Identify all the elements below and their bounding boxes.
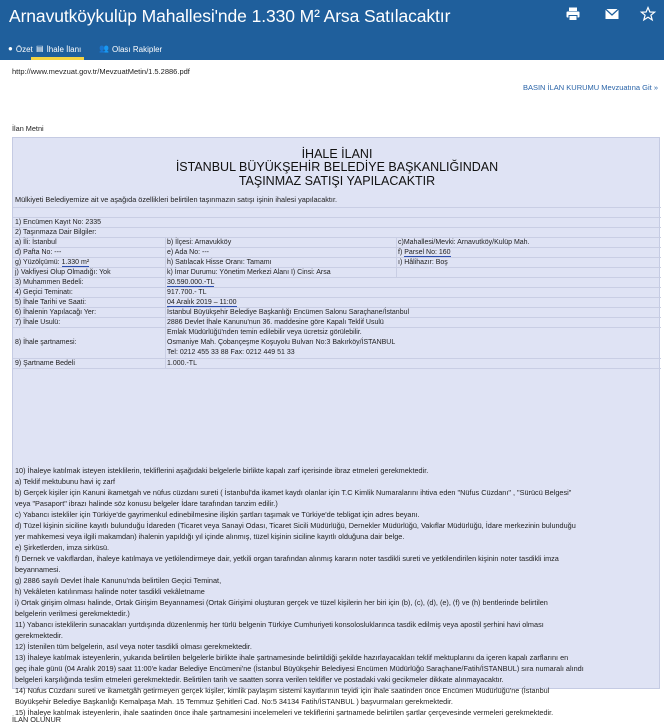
users-icon: 👥 bbox=[99, 44, 109, 53]
closing-text: İLAN OLUNUR bbox=[12, 715, 62, 724]
table-row: a) İli: İstanbul b) İlçesi: Arnavukköy c)Mahallesi/Mevki: Arnavutköy/Kulüp Mah. bbox=[13, 237, 661, 247]
table-row: d) Pafta No: --- e) Ada No: --- f) Parsel No: 160 bbox=[13, 247, 661, 257]
table-row: 4) Geçici Teminatı: 917.700.- TL bbox=[13, 287, 661, 297]
announcement-document bbox=[12, 137, 660, 717]
basin-ilan-link[interactable]: BASIN İLAN KURUMU Mevzuatına Git » bbox=[522, 83, 658, 92]
tab-ozet[interactable] bbox=[8, 38, 33, 60]
mail-icon[interactable] bbox=[604, 6, 620, 22]
print-icon[interactable] bbox=[565, 6, 581, 22]
table-row: j) Vakfiyesi Olup Olmadığı: Yok k) İmar Durumu: Yönetim Merkezi Alanı I) Cinsi: Arsa bbox=[13, 267, 661, 277]
table-divider bbox=[396, 237, 397, 277]
doc-subtitle: İSTANBUL BÜYÜKŞEHİR BELEDİYE BAŞKANLIĞINDAN bbox=[175, 160, 499, 174]
star-icon[interactable] bbox=[640, 6, 656, 22]
conditions-text: 10) İhaleye katılmak isteyen isteklilerin, tekliflerini aşağıdaki belgelerle birlikte kapalı zarf içerisinde ibraz etmeleri gerekmektedir. a) Teklif mektubunu havi iç zarf b) Gerçek kişiler için Kanuni ikametgah ve nüfus cüzdanı sureti ( İstanbul'da ikamet kaydı olanlar için T.C Kimlik Numaralarını ihtiva eden "Nüfus Cüzdanı" , "Sürücü Belgesi" veya "Pasaport" ibrazı halinde söz konusu belgeler İdare tarafından tanzim edilir.) c) Yabancı istekliler için Türkiye'de gayrimenkul edinebilmesine ilişkin şartları taşımak ve Türkiye'de tebligat için adres beyanı. d) Tüzel kişinin siciline kayıtlı bulunduğu İdareden (Ticaret veya Sanayi Odası, Ticaret Sicili Müdürlüğü, Dernekler Müdürlüğü, Vakıflar Müdürlüğü, İdare merkezinin bulunduğu yer mahkemesi veya ilgili makamdan) ihalenin yapıldığı yıl içinde alınmış, tüzel kişinin siciline kayıtlı olduğuna dair belge. e) Şirketlerden, imza sirküsü. f) Dernek ve vakıflardan, ihaleye katılmaya ve yetkilendirmeye dair, yetkili organ tarafından alınmış kararın noter tasdikli sureti ve yetkilendirilen kişinin noter tasdikli imza beyannamesi. g) 2886 sayılı Devlet İhale Kanunu'nda belirtilen Geçici Teminat, h) Vekâleten katılınması halinde noter tasdikli vekâletname i) Ortak girişim olması halinde, Ortak Girişim Beyannamesi (Ortak Girişimi oluşturan gerçek ve tüzel kişilerin her biri için (b), (c), (d), (e), (f) ve (h) bentlerinde belirtilen belgelerin verilmesi gerekmektedir.) 11) Yabancı isteklilerin sunacakları yurtdışında düzenlenmiş her türlü belgenin Türkiye Cumhuriyeti konsolosluklarınca tasdik edilmiş veya apostil şerhini havi olması gerekmektedir. 12) İstenilen tüm belgelerin, asıl veya noter tasdikli olması gerekmektedir. 13) İhaleye katılmak isteyenlerin, yukarıda belirtilen belgelerle birlikte ihale şartnamesinde belirtildiği şekilde hazırlayacakları teklif mektuplarını da içeren kapalı zarflarını en geç ihale günü (04 Aralık 2019) saat 11:00'e kadar Belediye Encümeni'ne (İstanbul Büyükşehir Belediyesi Encümen Müdürlüğü Saraçhane/Fatih/İSTANBUL) sıra numaralı alındı belgeleri karşılığında teslim etmeleri gerekmektedir. Belirtilen tarih ve saatten sonra verilen teklifler ve postadaki vaki gecikmeler dikkate alınmayacaktır. 14) Nüfus Cüzdanı sureti ve ikametgâh getirmeyen gerçek kişiler, kimlik paylaşım sistemi kayıtlarının teyidi için ihale saatinden önce Encümen Müdürlüğü'ne (İstanbul Büyükşehir Belediye Başkanlığı Kemalpaşa Mah. 15 Temmuz Şehitleri Cad. No:5 34134 Fatih/İSTANBUL ) başvurmaları gerekmektedir. 15) İhaleye katılmak isteyenlerin, ihale saatinden önce ihale şartnamesini incelemeleri ve tekliflerini şartnamede belirtilen şartlar çerçevesinde vermeleri gerekmektedir. bbox=[15, 466, 584, 717]
source-url[interactable]: http://www.mevzuat.gov.tr/MevzuatMetin/1.5.2886.pdf bbox=[12, 67, 190, 76]
table-row: 1) Encümen Kayıt No: 2335 bbox=[13, 217, 661, 227]
table-row: 5) İhale Tarihi ve Saati: 04 Aralık 2019 – 11:00 bbox=[13, 297, 661, 307]
table-row: 3) Muhammen Bedeli: 30.590.000.-TL bbox=[13, 277, 661, 287]
table-divider bbox=[165, 237, 166, 368]
section-label: İlan Metni bbox=[12, 124, 44, 133]
tab-label: İhale İlanı bbox=[46, 44, 82, 54]
info-icon: ● bbox=[8, 44, 13, 53]
table-row: 9) Şartname Bedeli 1.000.-TL bbox=[13, 358, 661, 368]
doc-title: İHALE İLANI bbox=[301, 147, 373, 161]
main-content bbox=[0, 60, 664, 724]
table-row: g) Yüzölçümü: 1.330 m² h) Satılacak Hisse Oranı: Tamamı ı) Hâlihazır: Boş bbox=[13, 257, 661, 267]
tab-label: Özet bbox=[15, 44, 33, 54]
doc-subtitle: TAŞINMAZ SATIŞI YAPILACAKTIR bbox=[238, 174, 436, 188]
tab-bar bbox=[0, 38, 664, 60]
tab-label: Olası Rakipler bbox=[111, 44, 163, 54]
doc-intro: Mülkiyeti Belediyemize ait ve aşağıda özellikleri belirtilen taşınmazın satışı işinin ihalesi yapılacaktır. bbox=[15, 195, 338, 204]
tab-olasi-rakipler[interactable] bbox=[99, 38, 162, 60]
table-row: 7) İhale Usulü: 2886 Devlet İhale Kanunu'nun 36. maddesine göre Kapalı Teklif Usulü bbox=[13, 317, 661, 327]
table-row: 6) İhalenin Yapılacağı Yer: İstanbul Büyükşehir Belediye Başkanlığı Encümen Salonu Saraçhane/İstanbul bbox=[13, 307, 661, 317]
table-row bbox=[13, 207, 661, 217]
table-row bbox=[13, 368, 661, 369]
page-title: Arnavutköykulüp Mahallesi'nde 1.330 M² Arsa Satılacaktır bbox=[9, 6, 451, 26]
page-header bbox=[0, 0, 664, 38]
table-row: 8) İhale şartnamesi: Emlak Müdürlüğü'nden temin edilebilir veya ücretsiz görülebilir. Osmaniye Mah. Çobançeşme Koşuyolu Bulvarı No:3 Bakırköy/İSTANBUL Tel: 0212 455 33 88 Fax: 0212 449 51 33 bbox=[13, 327, 661, 358]
table-row: 2) Taşınmaza Dair Bilgiler: bbox=[13, 227, 661, 237]
document-icon: ▤ bbox=[36, 44, 44, 53]
